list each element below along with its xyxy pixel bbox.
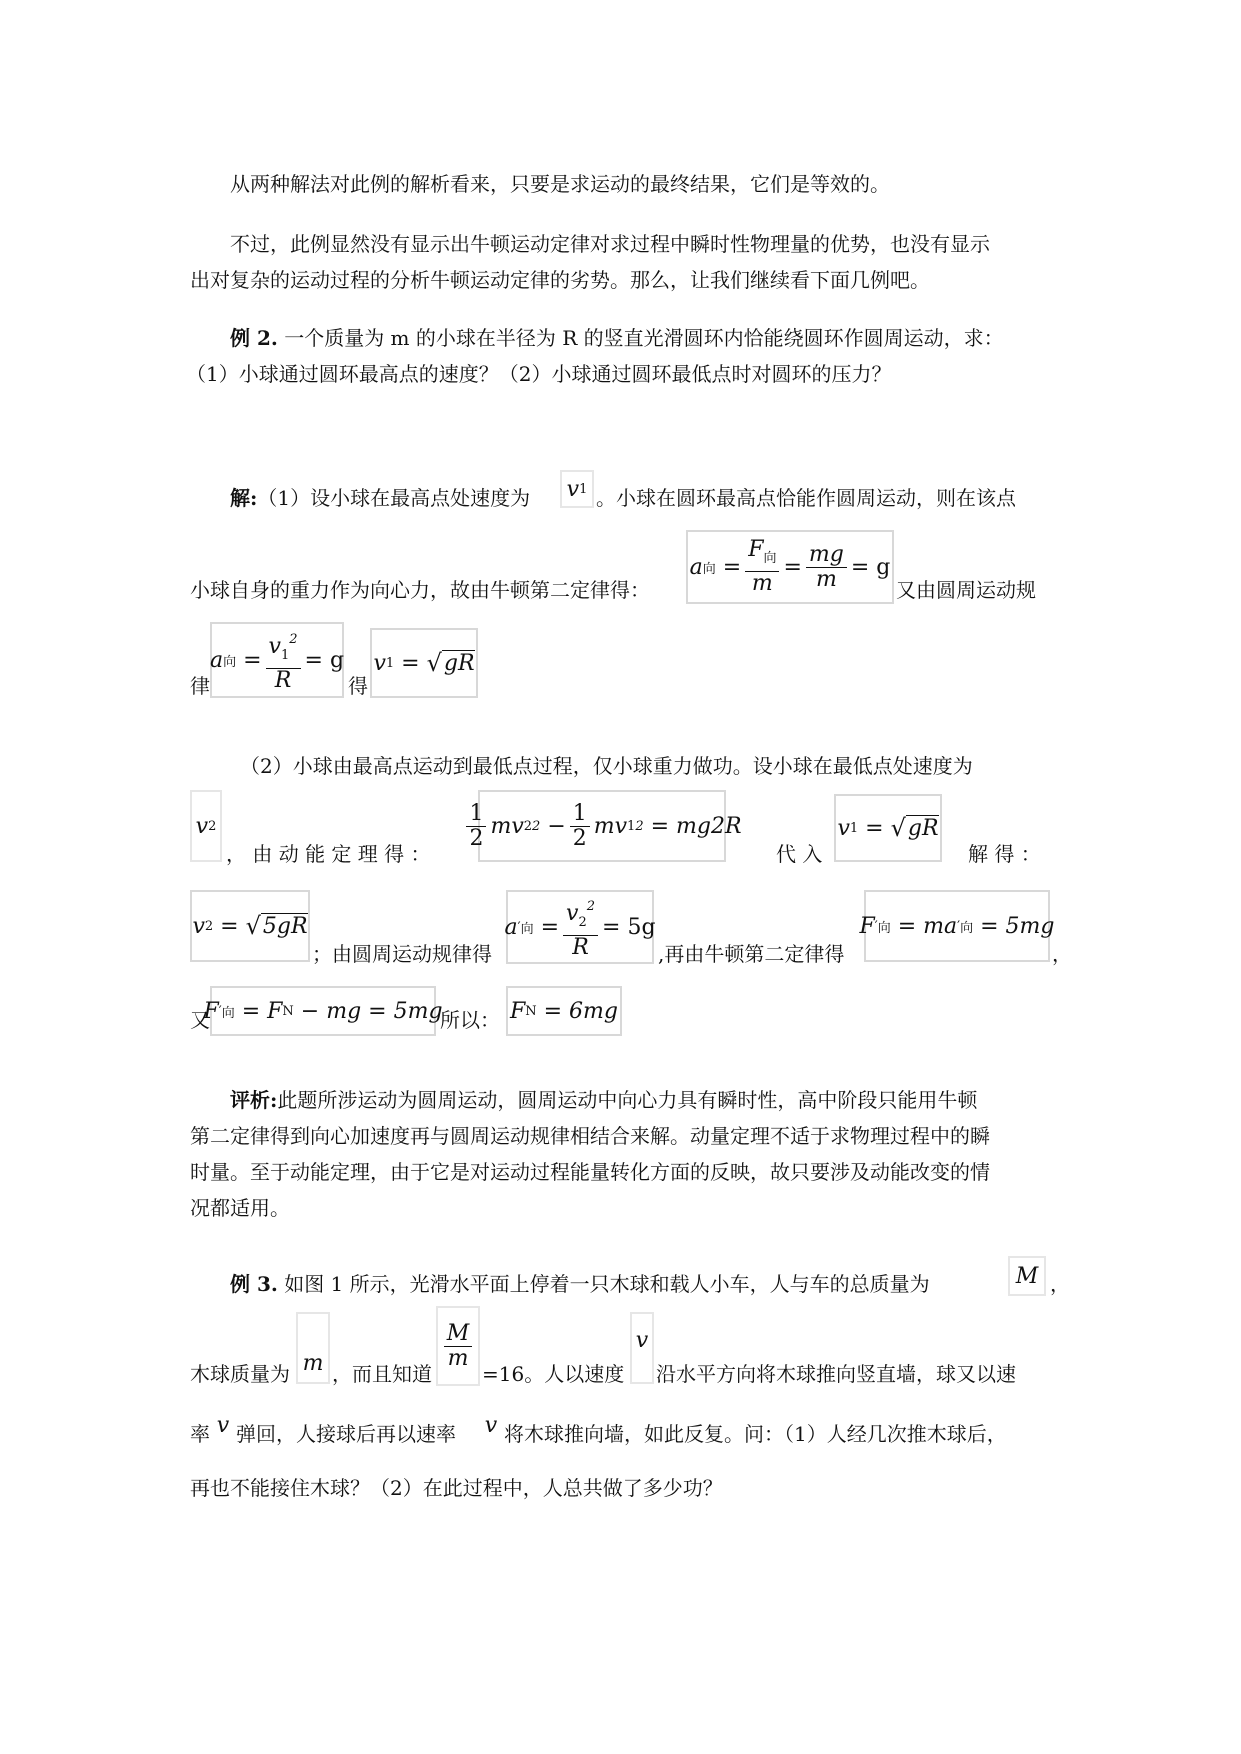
comment-line3: 时量。至于动能定理，由于它是对运动过程能量转化方面的反映，故只要涉及动能改变的情 xyxy=(190,1160,990,1184)
solution-line1-a: （1）设小球在最高点处速度为 xyxy=(257,486,531,510)
solution-part2-line2-c: 解 得 ： xyxy=(968,842,1041,866)
formula-m: m xyxy=(296,1312,330,1384)
solution-part2-line3-c: ， xyxy=(1052,942,1072,966)
formula-v-speed: v xyxy=(630,1312,654,1384)
formula-centripetal-accel: a 向 = $\frac{F_向}{m}$ = $\frac{mg}{m}$ = g xyxy=(686,530,894,604)
example3-line3-b: 弹回，人接球后再以速率 xyxy=(236,1422,456,1446)
example3-line2-b: ，而且知道 xyxy=(332,1362,432,1386)
example3-line2-d: 沿水平方向将木球推向竖直墙，球又以速 xyxy=(656,1362,1016,1386)
formula-v-push: v xyxy=(480,1408,502,1442)
example2-line2: （1）小球通过圆环最高点的速度？（2）小球通过圆环最低点时对圆环的压力？ xyxy=(186,362,892,386)
example3-line3-c: 将木球推向墙，如此反复。问：（1）人经几次推木球后， xyxy=(504,1422,1007,1446)
example3-line3-a: 率 xyxy=(190,1422,210,1446)
solution-part2-line1: （2）小球由最高点运动到最低点过程，仅小球重力做功。设小球在最低点处速度为 xyxy=(240,754,973,778)
comment-line1: 评析:此题所涉运动为圆周运动，圆周运动中向心力具有瞬时性，高中阶段只能用牛顿 xyxy=(230,1088,978,1112)
solution-part2-line2-a: ， 由 动 能 定 理 得 ： xyxy=(226,842,431,866)
example2-text: 一个质量为 m 的小球在半径为 R 的竖直光滑圆环内恰能绕圆环作圆周运动，求： xyxy=(284,326,1004,350)
example2-line1 xyxy=(190,320,1060,356)
formula-v-rebound: v xyxy=(212,1408,234,1442)
formula-substitute-v1: v 1 = √ gR xyxy=(834,794,942,862)
formula-v2-sqrt-5gR: v 2 = √ 5gR xyxy=(190,890,310,962)
comment-line2: 第二定律得到向心加速度再与圆周运动规律相结合来解。动量定理不适于求物理过程中的瞬 xyxy=(190,1124,990,1148)
example3-line2-a: 木球质量为 xyxy=(190,1362,290,1386)
formula-kinetic-energy-theorem: $\frac{1}{2}$ mv 2 2 − $\frac{1}{2}$ mv 1 2 = mg2R xyxy=(478,790,726,862)
formula-net-force: F ′ 向 = F N − mg = 5mg xyxy=(210,986,436,1036)
example3-line4: 再也不能接住木球？（2）在此过程中，人总共做了多少功？ xyxy=(190,1476,723,1500)
formula-force-prime: F ′ 向 = ma ′ 向 = 5mg xyxy=(864,890,1050,962)
formula-M-over-m: $\frac{M}{m}$ xyxy=(436,1306,480,1386)
comment-line4: 况都适用。 xyxy=(190,1196,290,1220)
paragraph-however-line1: 不过，此例显然没有显示出牛顿运动定律对求过程中瞬时性物理量的优势，也没有显示 xyxy=(230,232,990,256)
solution-part2-line4-a: 又 xyxy=(190,1008,210,1032)
solution-line2-b: 又由圆周运动规 xyxy=(896,578,1036,602)
solution-line3-b: 得 xyxy=(348,674,368,698)
example3-line2-c: =16。人以速度 xyxy=(482,1362,625,1386)
paragraph-conclusion: 从两种解法对此例的解析看来，只要是求运动的最终结果，它们是等效的。 xyxy=(230,172,890,196)
example2-label: 例 2. xyxy=(230,326,278,350)
formula-v1-sqrt-gR: v 1 = √ gR xyxy=(370,628,478,698)
formula-accel-v1sq-over-R: a 向 = $\frac{v_1^2}{R}$ = g xyxy=(210,622,344,698)
solution-part2-line3-a: ；由圆周运动规律得 xyxy=(312,942,492,966)
formula-v1: v 1 xyxy=(560,470,594,508)
formula-v2: v 2 xyxy=(190,790,222,862)
example3-line1-b: ， xyxy=(1050,1272,1070,1296)
example3-line1: 例 3. 如图 1 所示，光滑水平面上停着一只木球和载人小车，人与车的总质量为 xyxy=(230,1272,930,1296)
formula-accel-prime: a ′ 向 = $\frac{v_2^2}{R}$ = 5g xyxy=(506,890,654,964)
solution-part2-line4-b: 所以： xyxy=(440,1008,500,1032)
example3-label: 例 3. xyxy=(230,1272,278,1296)
comment-label: 评析: xyxy=(230,1088,278,1112)
paragraph-however-line2: 出对复杂的运动过程的分析牛顿运动定律的劣势。那么，让我们继续看下面几例吧。 xyxy=(190,268,930,292)
solution-line3-a: 律 xyxy=(190,674,210,698)
solution-part2-line3-b: ,再由牛顿第二定律得 xyxy=(658,942,845,966)
solution-line1 xyxy=(230,484,530,512)
formula-normal-force: F N = 6mg xyxy=(506,986,622,1036)
solution-label: 解: xyxy=(230,486,258,510)
solution-line2-a: 小球自身的重力作为向心力，故由牛顿第二定律得： xyxy=(190,578,650,602)
formula-M: M xyxy=(1008,1256,1046,1296)
solution-line1-b: 。小球在圆环最高点恰能作圆周运动，则在该点 xyxy=(596,486,1016,510)
solution-part2-line2-b: 代 入 xyxy=(776,842,823,866)
